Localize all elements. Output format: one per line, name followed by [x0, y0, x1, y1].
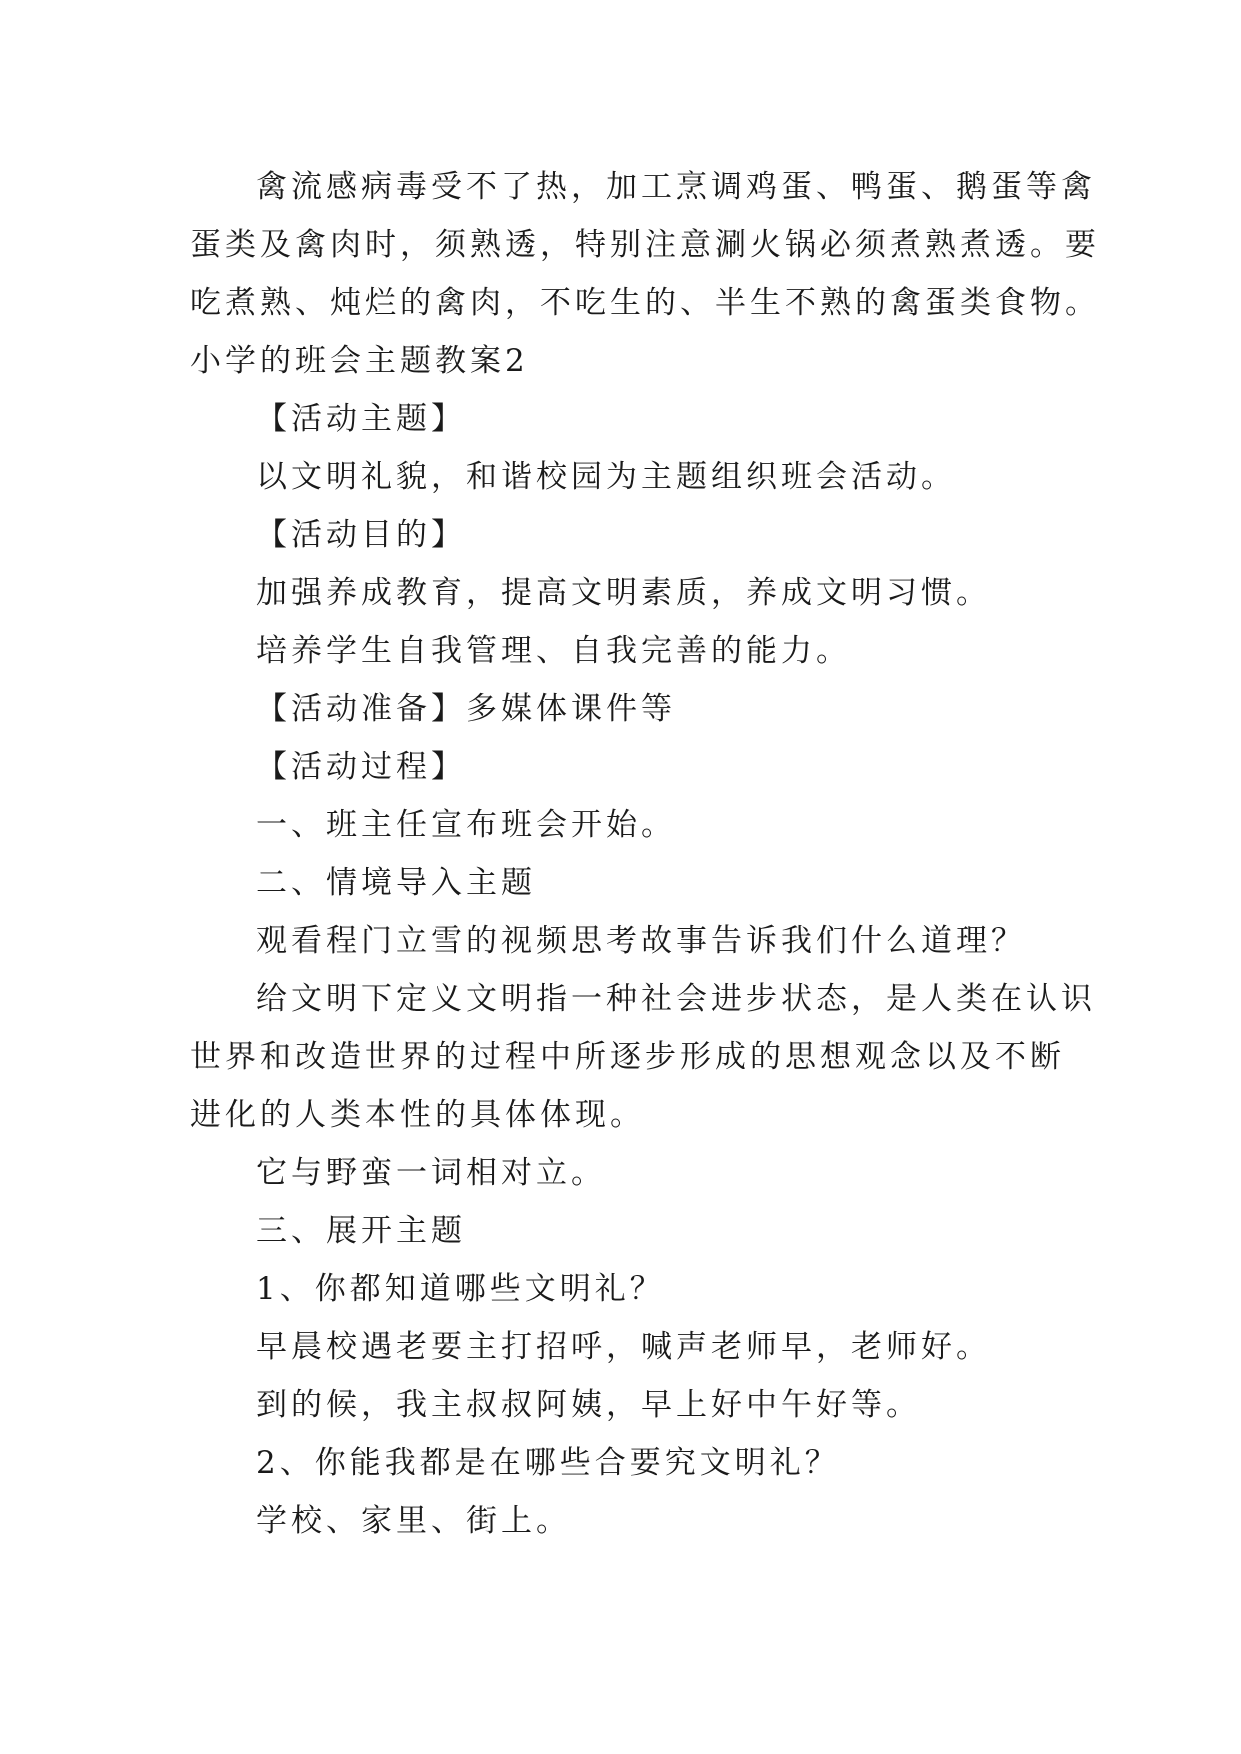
heading-activity-theme: 【活动主题】	[256, 401, 466, 437]
document-body	[190, 158, 1100, 1550]
paragraph-line: 以文明礼貌，和谐校园为主题组织班会活动。	[256, 459, 956, 495]
paragraph-line: 世界和改造世界的过程中所逐步形成的思想观念以及不断	[190, 1039, 1065, 1075]
paragraph-line: 它与野蛮一词相对立。	[256, 1155, 606, 1191]
heading-activity-goal: 【活动目的】	[256, 517, 466, 553]
paragraph-line: 给文明下定义文明指一种社会进步状态，是人类在认识	[256, 981, 1096, 1017]
paragraph-line: 早晨校遇老要主打招呼，喊声老师早，老师好。	[256, 1329, 991, 1365]
paragraph-line: 二、情境导入主题	[256, 865, 536, 901]
paragraph-line: 到的候，我主叔叔阿姨，早上好中午好等。	[256, 1387, 921, 1423]
paragraph-line: 一、班主任宣布班会开始。	[256, 807, 676, 843]
heading-activity-process: 【活动过程】	[256, 749, 466, 785]
paragraph-line: 培养学生自我管理、自我完善的能力。	[256, 633, 851, 669]
heading-activity-preparation: 【活动准备】多媒体课件等	[256, 691, 676, 727]
paragraph-line: 吃煮熟、炖烂的禽肉，不吃生的、半生不熟的禽蛋类食物。	[190, 285, 1100, 321]
paragraph-line: 观看程门立雪的视频思考故事告诉我们什么道理？	[256, 923, 1026, 959]
paragraph-line: 进化的人类本性的具体体现。	[190, 1097, 645, 1133]
paragraph-line: 1、你都知道哪些文明礼？	[256, 1271, 665, 1307]
paragraph-line: 蛋类及禽肉时，须熟透，特别注意涮火锅必须煮熟煮透。要	[190, 227, 1100, 263]
paragraph-line: 加强养成教育，提高文明素质，养成文明习惯。	[256, 575, 991, 611]
paragraph-line: 2、你能我都是在哪些合要究文明礼？	[256, 1445, 840, 1481]
paragraph-line: 学校、家里、街上。	[256, 1503, 571, 1539]
paragraph-line: 禽流感病毒受不了热，加工烹调鸡蛋、鸭蛋、鹅蛋等禽	[256, 169, 1096, 205]
section-title: 小学的班会主题教案2	[190, 343, 529, 379]
paragraph-line: 三、展开主题	[256, 1213, 466, 1249]
